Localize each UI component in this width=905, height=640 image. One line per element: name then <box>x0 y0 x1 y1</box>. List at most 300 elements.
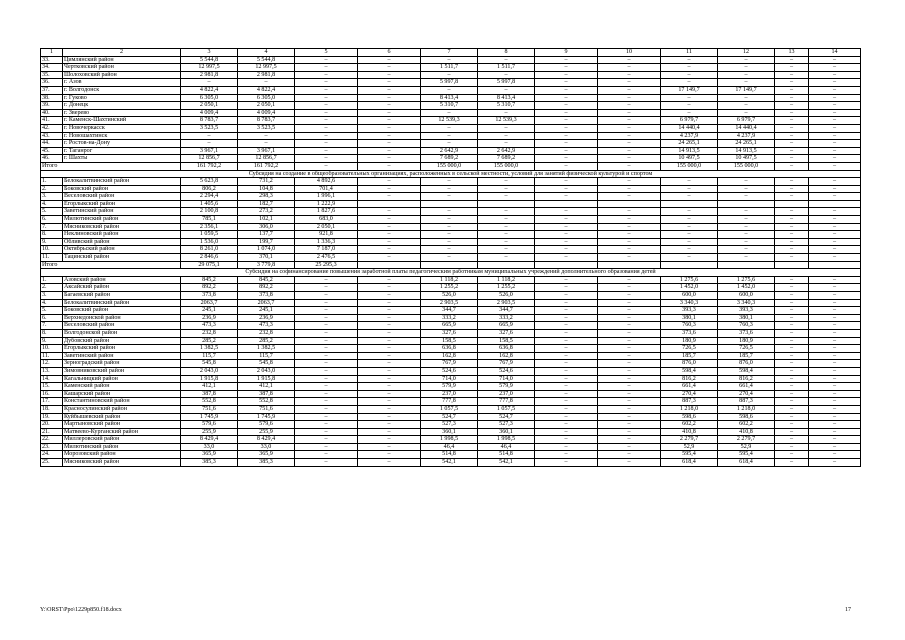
district-name-cell: Матвеево-Курганский район <box>63 428 181 436</box>
value-cell: – <box>775 443 809 451</box>
total-value-cell: – <box>809 162 861 170</box>
total-value-cell: 155 000,0 <box>718 162 775 170</box>
value-cell: – <box>535 155 598 163</box>
value-cell: 52,9 <box>718 443 775 451</box>
value-cell: – <box>358 276 421 284</box>
value-cell: 816,2 <box>718 375 775 383</box>
value-cell: – <box>809 147 861 155</box>
value-cell: – <box>775 398 809 406</box>
value-cell: – <box>535 337 598 345</box>
value-cell: – <box>358 231 421 239</box>
value-cell: – <box>718 109 775 117</box>
district-name-cell: г. Волгодонск <box>63 86 181 94</box>
value-cell: – <box>358 193 421 201</box>
value-cell: 602,2 <box>718 421 775 429</box>
value-cell: – <box>358 56 421 64</box>
value-cell: – <box>478 246 535 254</box>
value-cell: – <box>535 71 598 79</box>
value-cell: – <box>358 428 421 436</box>
value-cell: – <box>535 102 598 110</box>
value-cell: – <box>598 421 661 429</box>
value-cell: – <box>809 276 861 284</box>
value-cell: 887,3 <box>661 398 718 406</box>
value-cell: – <box>598 193 661 201</box>
value-cell: – <box>295 329 358 337</box>
district-name-cell: Веселовский район <box>63 193 181 201</box>
value-cell: 365,9 <box>181 451 238 459</box>
value-cell: – <box>598 352 661 360</box>
value-cell: 10 497,5 <box>661 155 718 163</box>
value-cell: 2 642,9 <box>478 147 535 155</box>
district-name-cell: Кагальницкий район <box>63 375 181 383</box>
value-cell: 387,8 <box>238 390 295 398</box>
total-row <box>41 261 861 269</box>
value-cell: 6 979,7 <box>718 117 775 125</box>
value-cell: 579,6 <box>238 421 295 429</box>
row-number-cell: 9. <box>41 238 63 246</box>
value-cell: 751,6 <box>181 405 238 413</box>
value-cell: 7 187,0 <box>295 246 358 254</box>
value-cell: – <box>775 428 809 436</box>
value-cell: – <box>809 79 861 87</box>
value-cell: 767,9 <box>421 360 478 368</box>
value-cell: 8 413,4 <box>421 94 478 102</box>
total-value-cell <box>535 261 598 269</box>
value-cell: 2 846,6 <box>181 254 238 262</box>
row-number-cell: 7. <box>41 223 63 231</box>
value-cell: 618,4 <box>661 459 718 467</box>
row-number-cell: 5. <box>41 208 63 216</box>
value-cell: 2 356,1 <box>181 223 238 231</box>
table-row <box>41 102 861 110</box>
value-cell: 182,7 <box>238 200 295 208</box>
value-cell: – <box>598 140 661 148</box>
value-cell: – <box>775 436 809 444</box>
value-cell: 12 997,5 <box>181 64 238 72</box>
value-cell: – <box>358 102 421 110</box>
value-cell: – <box>775 140 809 148</box>
value-cell: 137,7 <box>238 231 295 239</box>
district-name-cell: Багаевский район <box>63 292 181 300</box>
value-cell: 5 623,8 <box>181 178 238 186</box>
value-cell: 14 440,4 <box>661 124 718 132</box>
value-cell: 3 340,3 <box>661 299 718 307</box>
value-cell: 598,6 <box>661 413 718 421</box>
value-cell: 2063,7 <box>181 299 238 307</box>
value-cell: 410,8 <box>661 428 718 436</box>
value-cell: 327,6 <box>421 329 478 337</box>
value-cell: – <box>358 246 421 254</box>
value-cell <box>535 200 598 208</box>
value-cell: 162,8 <box>478 352 535 360</box>
value-cell: – <box>809 375 861 383</box>
value-cell: – <box>809 367 861 375</box>
value-cell: – <box>535 86 598 94</box>
district-name-cell: Боковский район <box>63 185 181 193</box>
value-cell: 1 218,0 <box>718 405 775 413</box>
district-name-cell: Белокалитвинский район <box>63 178 181 186</box>
value-cell: – <box>295 109 358 117</box>
row-number-cell: 11. <box>41 254 63 262</box>
table-row <box>41 352 861 360</box>
value-cell: 14 440,4 <box>718 124 775 132</box>
value-cell: – <box>661 231 718 239</box>
value-cell: 33,0 <box>238 443 295 451</box>
district-name-cell: Зимовниковский район <box>63 367 181 375</box>
value-cell: 1 074,0 <box>238 246 295 254</box>
value-cell: 4 <box>238 49 295 57</box>
value-cell: – <box>535 314 598 322</box>
value-cell <box>809 200 861 208</box>
value-cell: 360,1 <box>478 428 535 436</box>
value-cell: 579,6 <box>181 421 238 429</box>
value-cell: – <box>809 352 861 360</box>
value-cell: – <box>598 284 661 292</box>
value-cell: – <box>358 208 421 216</box>
value-cell: – <box>809 383 861 391</box>
table-row <box>41 185 861 193</box>
district-name-cell: г. Ростов-на-Дону <box>63 140 181 148</box>
table-row <box>41 132 861 140</box>
district-name-cell: Октябрьский район <box>63 246 181 254</box>
value-cell: 385,3 <box>181 459 238 467</box>
value-cell <box>718 200 775 208</box>
district-name-cell: Аксайский район <box>63 284 181 292</box>
value-cell: 373,8 <box>238 292 295 300</box>
district-name-cell: г. Каменск-Шахтинский <box>63 117 181 125</box>
value-cell: – <box>809 140 861 148</box>
value-cell: 5 310,7 <box>421 102 478 110</box>
table-row <box>41 254 861 262</box>
column-number-header-row <box>41 49 861 57</box>
value-cell: – <box>775 216 809 224</box>
value-cell: – <box>598 56 661 64</box>
section-title: Субсидия на создание в общеобразовательных организациях, расположенных в сельской местности, условий для занятий физической культурой и спортом <box>41 170 861 178</box>
value-cell: 373,8 <box>181 292 238 300</box>
table-row <box>41 428 861 436</box>
value-cell: – <box>421 86 478 94</box>
value-cell: 8 783,7 <box>181 117 238 125</box>
value-cell: – <box>809 246 861 254</box>
value-cell: – <box>358 405 421 413</box>
value-cell: 387,8 <box>181 390 238 398</box>
value-cell: – <box>598 254 661 262</box>
value-cell: – <box>775 459 809 467</box>
value-cell: – <box>295 124 358 132</box>
value-cell: – <box>535 459 598 467</box>
value-cell: – <box>598 443 661 451</box>
value-cell: 344,7 <box>421 307 478 315</box>
total-value-cell: 161 792,2 <box>238 162 295 170</box>
value-cell: 545,8 <box>181 360 238 368</box>
value-cell: – <box>295 56 358 64</box>
row-number-cell: 10. <box>41 246 63 254</box>
value-cell: 273,2 <box>238 208 295 216</box>
value-cell: – <box>809 56 861 64</box>
value-cell: 683,0 <box>295 216 358 224</box>
value-cell <box>358 200 421 208</box>
district-name-cell: г. Азов <box>63 79 181 87</box>
value-cell: 104,8 <box>238 185 295 193</box>
value-cell: – <box>598 360 661 368</box>
value-cell: – <box>478 56 535 64</box>
district-name-cell: Мясниковский район <box>63 459 181 467</box>
value-cell: – <box>598 459 661 467</box>
value-cell: 595,4 <box>661 451 718 459</box>
value-cell: – <box>295 79 358 87</box>
value-cell: – <box>809 443 861 451</box>
value-cell: – <box>598 109 661 117</box>
value-cell: – <box>295 459 358 467</box>
value-cell: – <box>809 345 861 353</box>
value-cell: – <box>598 383 661 391</box>
district-name-cell: 2 <box>63 49 181 57</box>
value-cell: – <box>718 71 775 79</box>
value-cell: – <box>535 299 598 307</box>
total-value-cell: – <box>775 162 809 170</box>
value-cell: – <box>535 223 598 231</box>
value-cell: 767,9 <box>478 360 535 368</box>
table-row <box>41 405 861 413</box>
value-cell: 333,2 <box>421 314 478 322</box>
value-cell: 1 915,8 <box>181 375 238 383</box>
table-row <box>41 383 861 391</box>
row-number-cell: 7. <box>41 322 63 330</box>
value-cell: – <box>478 193 535 201</box>
value-cell: 636,8 <box>478 345 535 353</box>
value-cell: – <box>295 443 358 451</box>
value-cell: 876,0 <box>661 360 718 368</box>
table-row <box>41 140 861 148</box>
value-cell: 527,3 <box>478 421 535 429</box>
table-row <box>41 367 861 375</box>
value-cell: 12 856,7 <box>181 155 238 163</box>
value-cell: 542,1 <box>421 459 478 467</box>
value-cell: – <box>295 276 358 284</box>
value-cell: – <box>295 383 358 391</box>
value-cell: 602,2 <box>661 421 718 429</box>
value-cell: 2 476,5 <box>295 254 358 262</box>
value-cell: – <box>535 345 598 353</box>
value-cell: – <box>535 109 598 117</box>
row-number-cell: 20. <box>41 421 63 429</box>
row-number-cell: 4. <box>41 299 63 307</box>
section-title-row <box>41 170 861 178</box>
value-cell: – <box>775 231 809 239</box>
value-cell: – <box>295 64 358 72</box>
district-name-cell: Каменский район <box>63 383 181 391</box>
value-cell: – <box>535 124 598 132</box>
value-cell: 412,1 <box>238 383 295 391</box>
value-cell: 1 405,6 <box>181 200 238 208</box>
value-cell: 2 050,1 <box>238 102 295 110</box>
value-cell: – <box>421 132 478 140</box>
value-cell: – <box>598 375 661 383</box>
row-number-cell: 1 <box>41 49 63 57</box>
value-cell: – <box>809 223 861 231</box>
value-cell: – <box>775 238 809 246</box>
value-cell: – <box>775 390 809 398</box>
value-cell: – <box>598 436 661 444</box>
district-name-cell: Куйбышевский район <box>63 413 181 421</box>
value-cell: 1 255,2 <box>478 284 535 292</box>
value-cell: – <box>358 299 421 307</box>
value-cell: 1 118,2 <box>478 276 535 284</box>
value-cell: – <box>809 360 861 368</box>
section-title: Субсидия на софинансирование повышения заработной платы педагогическим работникам муниципальных учреждений дополнительного образования детей <box>41 269 861 277</box>
value-cell: 14 <box>809 49 861 57</box>
value-cell: – <box>181 79 238 87</box>
value-cell: – <box>358 147 421 155</box>
value-cell: – <box>478 223 535 231</box>
value-cell: – <box>358 86 421 94</box>
value-cell: – <box>775 329 809 337</box>
table-row <box>41 208 861 216</box>
value-cell: 380,1 <box>718 314 775 322</box>
value-cell: – <box>295 102 358 110</box>
table-row <box>41 94 861 102</box>
value-cell: – <box>809 208 861 216</box>
value-cell: 6 <box>358 49 421 57</box>
total-value-cell <box>718 261 775 269</box>
district-name-cell: Константиновский район <box>63 398 181 406</box>
value-cell: – <box>295 94 358 102</box>
value-cell: – <box>358 307 421 315</box>
value-cell: – <box>775 79 809 87</box>
value-cell: 524,7 <box>421 413 478 421</box>
value-cell: 552,8 <box>238 398 295 406</box>
value-cell: – <box>598 117 661 125</box>
table-row <box>41 238 861 246</box>
row-number-cell: 18. <box>41 405 63 413</box>
value-cell: – <box>718 231 775 239</box>
value-cell: 236,9 <box>238 314 295 322</box>
value-cell: 1 511,7 <box>421 64 478 72</box>
value-cell: 665,9 <box>421 322 478 330</box>
value-cell: 360,1 <box>421 428 478 436</box>
value-cell: – <box>598 79 661 87</box>
value-cell: – <box>358 64 421 72</box>
value-cell: – <box>598 307 661 315</box>
table-row <box>41 390 861 398</box>
value-cell: – <box>718 185 775 193</box>
value-cell: – <box>421 56 478 64</box>
value-cell: – <box>295 314 358 322</box>
table-row <box>41 299 861 307</box>
table-row <box>41 86 861 94</box>
value-cell: – <box>809 193 861 201</box>
value-cell: 10 497,5 <box>718 155 775 163</box>
value-cell: – <box>295 117 358 125</box>
value-cell: – <box>421 231 478 239</box>
value-cell: – <box>775 155 809 163</box>
value-cell: 306,0 <box>238 223 295 231</box>
value-cell: – <box>598 147 661 155</box>
value-cell: 760,3 <box>661 322 718 330</box>
value-cell: – <box>661 94 718 102</box>
value-cell: – <box>809 299 861 307</box>
value-cell: – <box>598 94 661 102</box>
table-row <box>41 375 861 383</box>
value-cell: 24 265,1 <box>661 140 718 148</box>
value-cell: – <box>775 132 809 140</box>
value-cell: – <box>809 436 861 444</box>
value-cell: 8 783,7 <box>238 117 295 125</box>
district-name-cell: г. Таганрог <box>63 147 181 155</box>
row-number-cell: 33. <box>41 56 63 64</box>
value-cell: 6 305,0 <box>181 94 238 102</box>
value-cell: 600,0 <box>718 292 775 300</box>
value-cell: – <box>598 238 661 246</box>
total-value-cell: 3 779,8 <box>238 261 295 269</box>
value-cell: 13 <box>775 49 809 57</box>
value-cell: 598,6 <box>718 413 775 421</box>
value-cell: 17 149,7 <box>718 86 775 94</box>
value-cell: – <box>598 132 661 140</box>
row-number-cell: 16. <box>41 390 63 398</box>
value-cell: – <box>535 307 598 315</box>
value-cell: – <box>421 208 478 216</box>
value-cell: – <box>661 109 718 117</box>
subsidy-table-sheet <box>40 48 860 467</box>
value-cell: – <box>775 246 809 254</box>
value-cell: 524,6 <box>421 367 478 375</box>
value-cell: – <box>809 124 861 132</box>
value-cell: 714,0 <box>478 375 535 383</box>
value-cell: – <box>661 254 718 262</box>
row-number-cell: 35. <box>41 71 63 79</box>
value-cell: – <box>535 421 598 429</box>
value-cell: 1 452,0 <box>718 284 775 292</box>
value-cell: – <box>535 231 598 239</box>
value-cell: 545,8 <box>238 360 295 368</box>
value-cell: – <box>535 246 598 254</box>
value-cell: – <box>358 140 421 148</box>
value-cell: – <box>358 124 421 132</box>
value-cell: – <box>295 413 358 421</box>
value-cell: – <box>358 284 421 292</box>
value-cell: 845,2 <box>238 276 295 284</box>
district-name-cell: Чертковский район <box>63 64 181 72</box>
value-cell: – <box>775 292 809 300</box>
row-number-cell: 40. <box>41 109 63 117</box>
district-name-cell: Волгодонской район <box>63 329 181 337</box>
value-cell: – <box>358 345 421 353</box>
row-number-cell: 11. <box>41 352 63 360</box>
value-cell: 344,7 <box>478 307 535 315</box>
value-cell: – <box>238 79 295 87</box>
value-cell: – <box>295 390 358 398</box>
value-cell: 2 903,5 <box>478 299 535 307</box>
value-cell: 714,0 <box>421 375 478 383</box>
total-value-cell <box>421 261 478 269</box>
value-cell: 14 913,5 <box>718 147 775 155</box>
value-cell: – <box>295 352 358 360</box>
value-cell: – <box>181 140 238 148</box>
value-cell: 4 009,4 <box>181 109 238 117</box>
value-cell: 892,2 <box>238 284 295 292</box>
row-number-cell: 39. <box>41 102 63 110</box>
value-cell: – <box>421 254 478 262</box>
table-row <box>41 178 861 186</box>
value-cell: – <box>535 352 598 360</box>
value-cell: 8 <box>478 49 535 57</box>
value-cell: 726,5 <box>718 345 775 353</box>
row-number-cell: 6. <box>41 314 63 322</box>
value-cell: – <box>358 71 421 79</box>
total-value-cell <box>775 261 809 269</box>
value-cell: – <box>809 102 861 110</box>
